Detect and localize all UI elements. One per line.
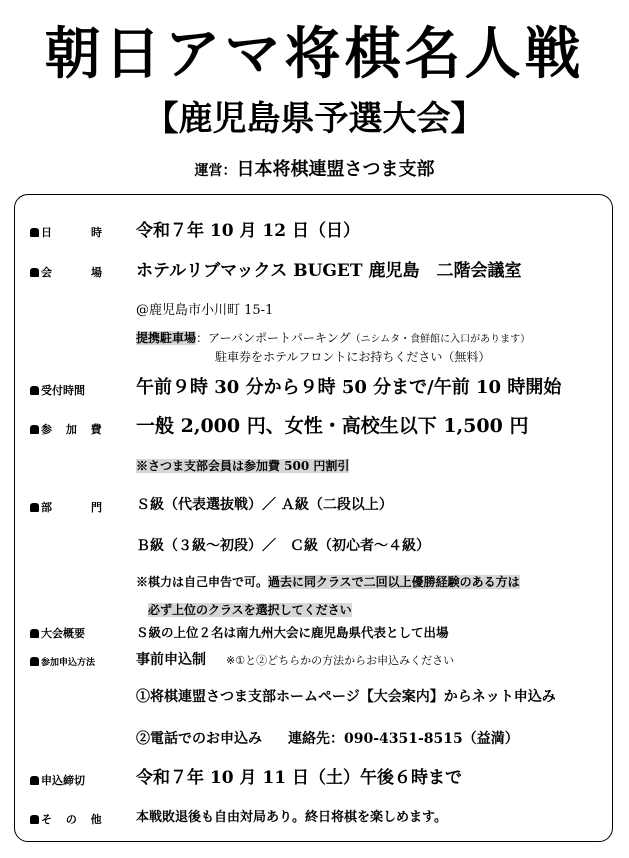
- application-option1: ①将棋連盟さつま支部ホームページ【大会案内】からネット申込み: [136, 689, 556, 705]
- application-value: 事前申込制: [136, 652, 206, 668]
- reception-label: 受付時間: [30, 383, 85, 399]
- bullet-icon: [30, 657, 39, 666]
- venue-label: 会 場: [30, 265, 116, 281]
- bullet-icon: [30, 629, 39, 638]
- parking-ticket: 駐車券をホテルフロントにお持ちください（無料）: [215, 350, 491, 364]
- division-label: 部 門: [30, 500, 116, 516]
- overview-value: Ｓ級の上位２名は南九州大会に鹿児島県代表として出場: [136, 625, 449, 640]
- bullet-icon: [30, 228, 39, 237]
- parking-text: ：アーバンポートパーキング: [196, 331, 351, 345]
- organizer-name: 日本将棋連盟さつま支部: [236, 159, 435, 180]
- venue-address: @鹿児島市小川町 15-1: [136, 303, 274, 318]
- application-line: [136, 650, 454, 671]
- venue-value: ホテルリブマックス BUGET 鹿児島 二階会議室: [136, 261, 522, 281]
- other-value: 本戦敗退後も自由対局あり。終日将棋を楽しめます。: [136, 810, 447, 825]
- division-note: ※棋力は自己申告で可。過去に同クラスで二回以上優勝経験のある方は: [136, 575, 520, 589]
- fee-label: 参 加 費: [30, 422, 107, 438]
- bullet-icon: [30, 815, 39, 824]
- date-value: 令和７年 10 月 12 日（日）: [136, 221, 360, 241]
- parking-note: （ニシムタ・食鮮館に入口があります）: [350, 334, 531, 345]
- division-line1: Ｓ級（代表選抜戦）／ Ａ級（二段以上）: [136, 497, 393, 513]
- parking-label: 提携駐車場: [136, 331, 197, 345]
- bullet-icon: [30, 386, 39, 395]
- application-label: 参加申込方法: [30, 655, 95, 671]
- application-contact: 連絡先：090-4351-8515（益満）: [288, 731, 519, 747]
- page-subtitle: 【鹿児島県予選大会】: [144, 99, 485, 139]
- date-label: 日 時: [30, 225, 116, 241]
- fee-value: 一般 2,000 円、女性・高校生以下 1,500 円: [136, 415, 529, 437]
- page-title: 朝日アマ将棋名人戦: [44, 21, 585, 87]
- reception-value: 午前９時 30 分から９時 50 分まで/午前 10 時開始: [136, 377, 562, 398]
- organizer-line: [0, 157, 629, 184]
- bullet-icon: [30, 425, 39, 434]
- bullet-icon: [30, 776, 39, 785]
- other-label: そ の 他: [30, 812, 107, 828]
- fee-discount: ※さつま支部会員は参加費 500 円割引: [136, 459, 350, 473]
- bullet-icon: [30, 503, 39, 512]
- application-option2: ②電話でのお申込み 連絡先：090-4351-8515（益満）: [136, 731, 519, 747]
- application-note: ※①と②どちらかの方法からお申込みください: [226, 654, 455, 667]
- parking-line: [136, 329, 530, 349]
- bullet-icon: [30, 268, 39, 277]
- division-note-2: 必ず上位のクラスを選択してください: [148, 603, 352, 617]
- division-line2: Ｂ級（３級～初段）／ Ｃ級（初心者～４級）: [136, 538, 430, 554]
- deadline-label: 申込締切: [30, 773, 85, 789]
- organizer-prefix: 運営：: [194, 163, 237, 179]
- overview-label: 大会概要: [30, 626, 85, 642]
- deadline-value: 令和７年 10 月 11 日（土）午後６時まで: [136, 768, 462, 788]
